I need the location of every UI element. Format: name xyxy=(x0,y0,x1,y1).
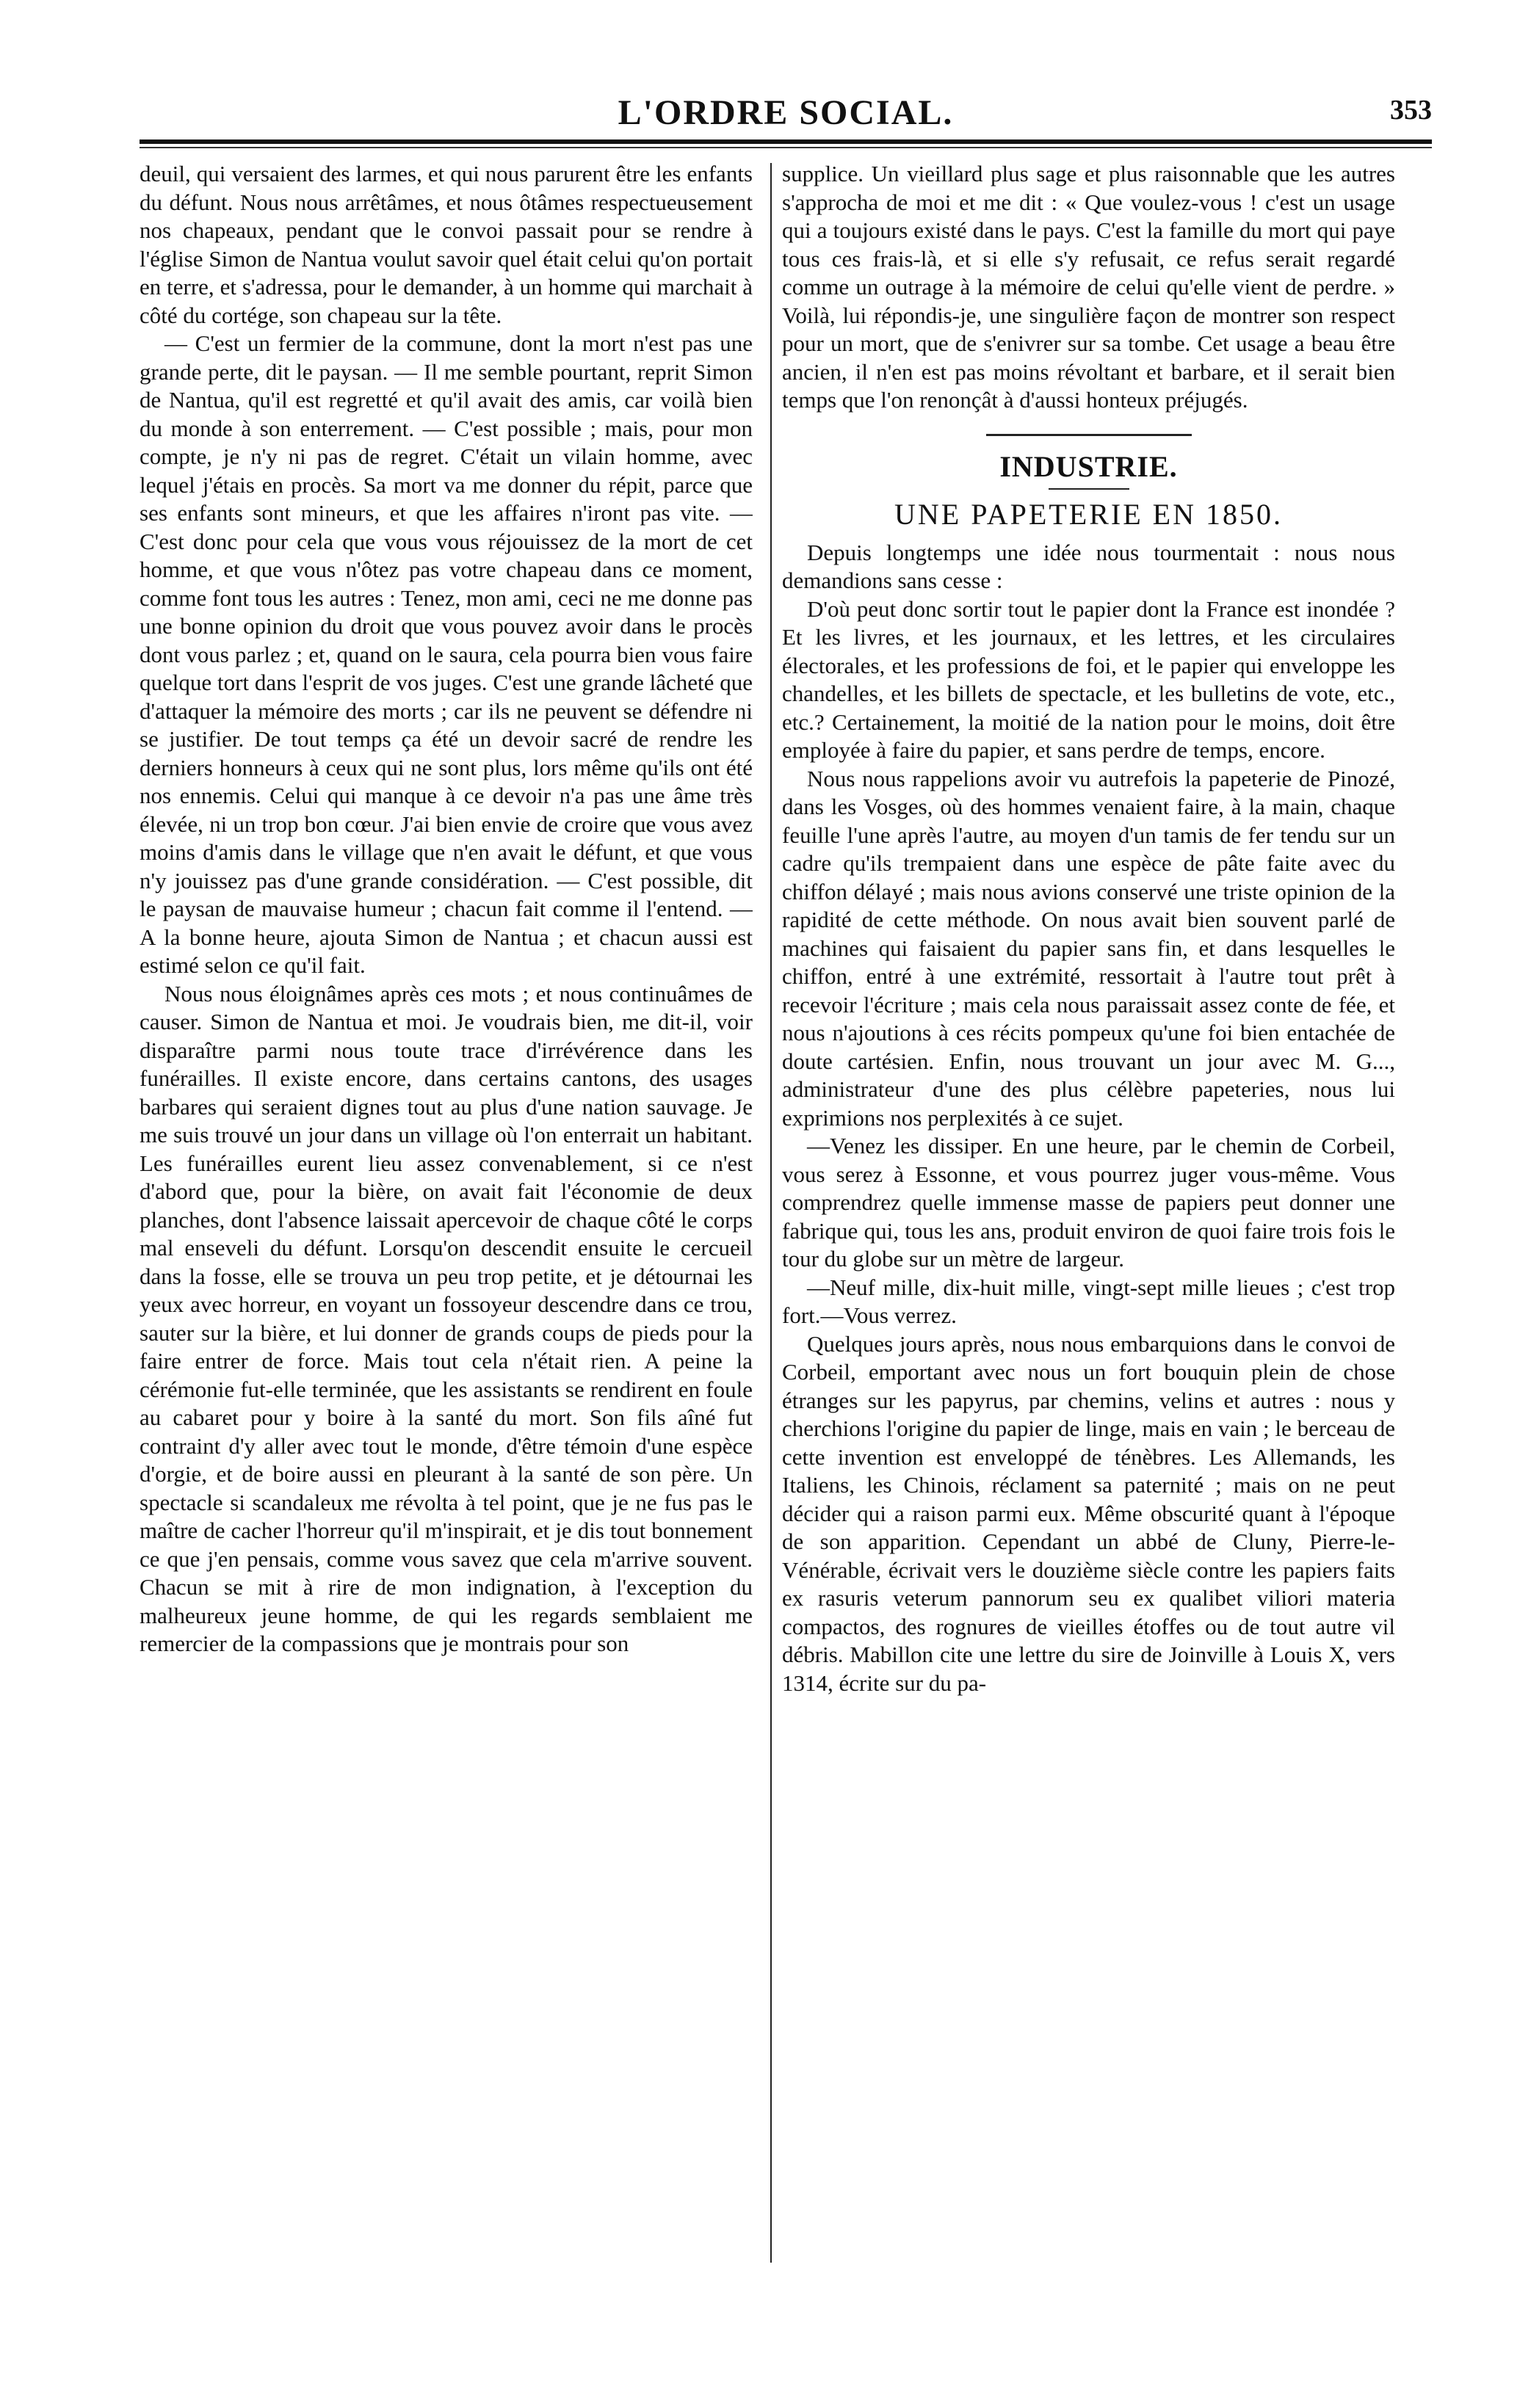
paragraph: deuil, qui versaient des larmes, et qui nous parurent être les enfants du défunt. Nous nous arrêtâmes, et nous ôtâmes respectueusement nos chapeaux, pendant que le convoi passait pour se rendre à l'église Simon de Nantua voulut savoir quel était celui qu'on portait en terre, et s'adressa, pour le demander, à un homme qui marchait à côté du cortége, son chapeau sur la tête. xyxy=(140,161,753,328)
paragraph: Nous nous éloignâmes après ces mots ; et nous continuâmes de causer. Simon de Nantua et moi. Je voudrais bien, me dit-il, voir disparaître parmi nous toute trace d'irrévérence dans les funérailles. Il existe encore, dans certains cantons, des usages barbares qui seraient dignes tout au plus d'une nation sauvage. Je me suis trouvé un jour dans un village où l'on enterrait un habitant. Les funérailles eurent lieu assez convenablement, si ce n'est d'abord que, pour la bière, on avait fait l'économie de deux planches, dont l'absence laissait apercevoir de chaque côté le corps mal enseveli du défunt. Lorsqu'on descendit ensuite le cercueil dans la fosse, elle se trouva un peu trop petite, et je détournai les yeux avec horreur, en voyant un fossoyeur descendre dans ce trou, sauter sur la bière, et lui donner de grands coups de pieds pour la faire entrer de force. Mais tout cela n'était rien. A peine la cérémonie fut-elle terminée, que les assistants se rendirent en foule au cabaret pour y boire à la santé du mort. Son fils aîné fut contraint d'y aller avec tout le monde, d'être témoin d'une espèce d'orgie, et de boire aussi en pleurant à la santé de son père. Un spectacle si scandaleux me révolta à tel point, que je ne fus pas le maître de cacher l'horreur qu'il m'inspirait, et je dis tout bonnement ce que j'en pensais, comme vous savez que cela m'arrive souvent. Chacun se mit à rire de mon indignation, à l'exception du malheureux jeune homme, de qui les regards semblaient me remercier de la compassions que je montrais pour son xyxy=(140,980,753,1656)
section-separator xyxy=(986,434,1192,436)
header-rule xyxy=(140,139,1432,144)
header-rule-thin xyxy=(140,147,1432,148)
page-number: 353 xyxy=(1390,95,1432,126)
paragraph: Quelques jours après, nous nous embarquions dans le convoi de Corbeil, emportant avec nous un fort bouquin plein de chose étranges sur les papyrus, par chemins, velins et autres : nous y cherchions l'origine du papier de linge, mais en vain ; le berceau de cette invention est enveloppé de ténèbres. Les Allemands, les Italiens, les Chinois, réclament sa paternité ; mais on ne peut décider qui a raison parmi eux. Même obscurité quant à l'époque de son apparition. Cependant un abbé de Cluny, Pierre-le-Vénérable, écrivait vers le douzième siècle contre les papiers faits ex rasuris veterum pannorum seu ex qualibet viliori materia compactos, des rognures de vieilles étoffes ou de tout autre vil débris. Mabillon cite une lettre du sire de Joinville à Louis X, vers 1314, écrite sur du pa- xyxy=(782,1330,1395,1696)
paragraph: D'où peut donc sortir tout le papier dont la France est inondée ? Et les livres, et les journaux, et les lettres, et les circulaires électorales, et les professions de foi, et le papier qui enveloppe les chandelles, et les billets de spectacle, et les bulletins de vote, etc., etc.? Certainement, la moitié de la nation pour le moins, doit être employée à faire du papier, et sans perdre de temps, encore. xyxy=(782,595,1395,763)
journal-title: L'ORDRE SOCIAL. xyxy=(618,93,954,132)
running-head xyxy=(140,87,1432,138)
paragraph: Nous nous rappelions avoir vu autrefois la papeterie de Pinozé, dans les Vosges, où des hommes venaient faire, à la main, chaque feuille l'une après l'autre, au moyen d'un tamis de fer tendu sur un cadre qu'ils trempaient dans une espèce de pâte faite avec du chiffon délayé ; mais nous avions conservé une triste opinion de la rapidité de cette méthode. On nous avait bien souvent parlé de machines qui faisaient du papier sans fin, et dans lesquelles le chiffon, entré à une extrémité, ressortait à l'autre tout prêt à recevoir l'écriture ; mais cela nous paraissait assez conte de fée, et nous n'ajoutions à ces récits pompeux qu'une foi bien entachée de doute cartésien. Enfin, nous trouvant un jour avec M. G..., administrateur d'une des plus célèbre papeteries, nous lui exprimions nos perplexités à ce sujet. xyxy=(782,765,1395,1131)
column-divider xyxy=(770,163,772,2263)
paragraph: —Venez les dissiper. En une heure, par le chemin de Corbeil, vous serez à Essonne, et vous pourrez juger vous-même. Vous comprendrez quelle immense masse de papiers peut donner une fabrique qui, tous les ans, produit environ de quoi faire trois fois le tour du globe sur un mètre de largeur. xyxy=(782,1133,1395,1272)
paragraph: — C'est un fermier de la commune, dont la mort n'est pas une grande perte, dit le paysan. — Il me semble pourtant, reprit Simon de Nantua, qu'il est regretté et qu'il avait des amis, car voilà bien du monde à son enterrement. — C'est possible ; mais, pour mon compte, je n'y ni pas de regret. C'était un vilain homme, avec lequel j'étais en procès. Sa mort va me donner du répit, parce que ses enfants sont mineurs, et que les affaires n'iront pas vite. — C'est donc pour cela que vous vous réjouissez de la mort de cet homme, et que vous n'ôtez pas votre chapeau dans ce moment, comme font tous les autres : Tenez, mon ami, ceci ne me donne pas une bonne opinion du droit que vous pouvez avoir dans le procès dont vous parlez ; et, quand on le saura, cela pourra bien vous faire quelque tort dans l'esprit de vos juges. C'est une grande lâcheté que d'attaquer la mémoire des morts ; car ils ne peuvent se défendre ni se justifier. De tout temps ça été un devoir sacré de rendre les derniers honneurs à ceux qui ne sont plus, lors même qu'ils ont été nos ennemis. Celui qui manque à ce devoir n'a pas une âme très élevée, ni un trop bon cœur. J'ai bien envie de croire que vous avez moins d'amis dans le village que n'en avait le défunt, et que vous n'y jouissez pas d'une grande considération. — C'est possible, dit le paysan de mauvaise humeur ; chacun fait comme il l'entend. — A la bonne heure, ajouta Simon de Nantua ; et chacun aussi est estimé selon ce qu'il fait. xyxy=(140,330,753,978)
right-column xyxy=(782,160,1395,2260)
paragraph: supplice. Un vieillard plus sage et plus raisonnable que les autres s'approcha de moi et me dit : « Que voulez-vous ! c'est un usage qui a toujours existé dans le pays. C'est la famille du mort qui paye tous ces frais-là, et si elle s'y refusait, ce refus serait regardé comme un outrage à la mémoire de celui qu'elle vient de perdre. » Voilà, lui répondis-je, une singulière façon de montrer son respect pour un mort, que de s'enivrer sur sa tombe. Cet usage a beau être ancien, il n'en est pas moins révoltant et barbare, et il serait bien temps que l'on renonçât à d'aussi honteux préjugés. xyxy=(782,161,1395,413)
paragraph: Depuis longtemps une idée nous tourmentait : nous nous demandions sans cesse : xyxy=(782,539,1395,593)
paragraph: —Neuf mille, dix-huit mille, vingt-sept mille lieues ; c'est trop fort.—Vous verrez. xyxy=(782,1274,1395,1328)
section-title: INDUSTRIE. xyxy=(999,449,1178,483)
left-column xyxy=(140,160,753,2260)
title-rule xyxy=(1049,488,1129,490)
article-title: UNE PAPETERIE EN 1850. xyxy=(894,497,1283,531)
